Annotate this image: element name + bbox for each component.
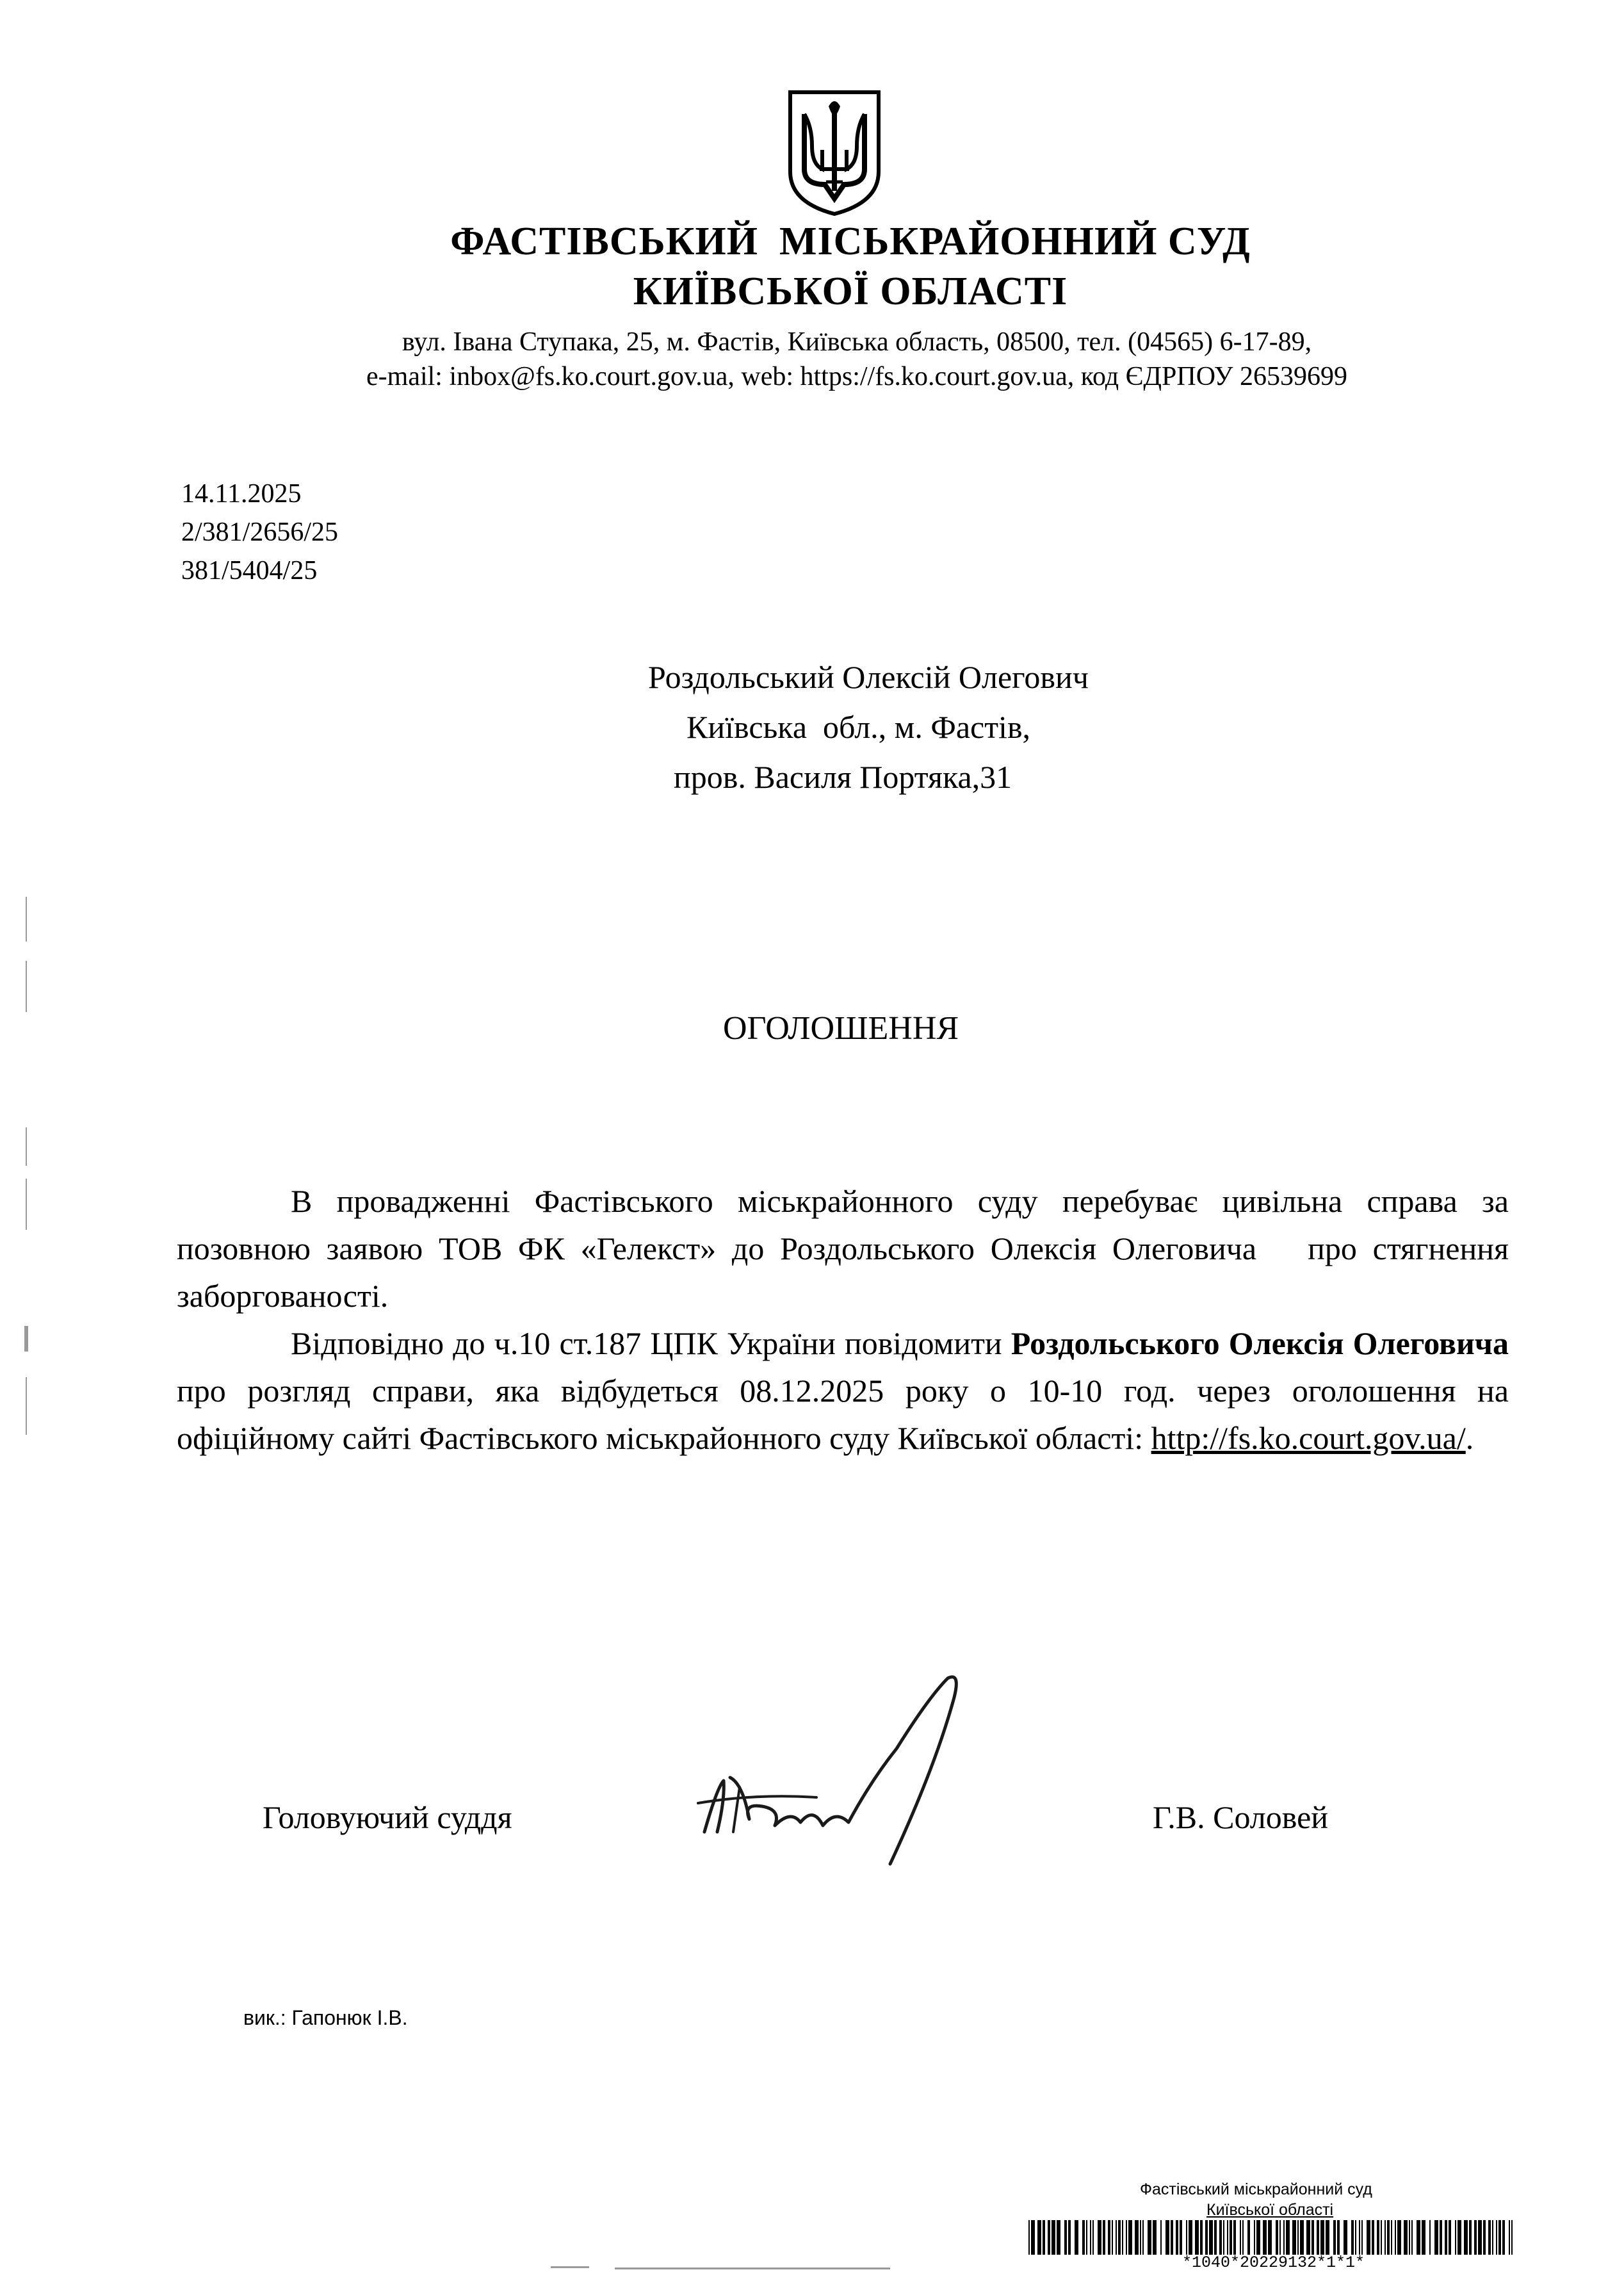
barcode-bar — [1214, 2220, 1217, 2255]
scan-artifact — [26, 961, 27, 1012]
trident-emblem-icon — [786, 88, 882, 217]
barcode-bar — [1326, 2220, 1329, 2255]
barcode-bar — [1230, 2220, 1232, 2255]
barcode-bar — [1052, 2220, 1055, 2255]
paragraph-2-middle: про розгляд справи, яка відбудеться 08.12.2025 року о 10-10 год. через оголошення на офіційному сайті Фастівського міськрайонного суду Київської області: — [177, 1373, 1509, 1456]
barcode-bar — [1200, 2220, 1203, 2255]
barcode-bar — [1205, 2220, 1208, 2255]
barcode-bar — [1031, 2220, 1035, 2255]
barcode-bar — [1057, 2220, 1060, 2255]
barcode-bar — [1511, 2220, 1513, 2255]
barcode-bar — [1429, 2220, 1431, 2255]
barcode-bar — [1279, 2220, 1281, 2255]
scan-artifact — [26, 1179, 27, 1230]
defendant-name-bold: Роздольського Олексія Олеговича — [1011, 1325, 1509, 1361]
barcode-bar — [1092, 2220, 1094, 2255]
barcode-icon — [1028, 2220, 1515, 2255]
scan-artifact — [26, 897, 27, 942]
barcode-bar — [1409, 2220, 1410, 2255]
signer-role: Головуючий суддя — [263, 1799, 512, 1835]
barcode-bar — [1286, 2220, 1290, 2255]
barcode-bar — [1384, 2220, 1386, 2255]
barcode-bar — [1103, 2220, 1105, 2255]
court-name-line1: ФАСТІВСЬКИЙ МІСЬКРАЙОННИЙ СУД — [450, 220, 1251, 263]
barcode-bar — [1300, 2220, 1304, 2255]
barcode-bar — [1160, 2220, 1162, 2255]
barcode-bar — [1283, 2220, 1285, 2255]
court-address-line1: вул. Івана Ступака, 25, м. Фастів, Київська область, 08500, тел. (04565) 6-17-89, — [402, 327, 1312, 357]
barcode-bar — [1118, 2220, 1121, 2255]
barcode-bar — [1276, 2220, 1278, 2255]
barcode-bar — [1048, 2220, 1050, 2255]
barcode-bar — [1148, 2220, 1151, 2255]
barcode-bar — [1367, 2220, 1370, 2255]
barcode-bar — [1395, 2220, 1396, 2255]
barcode-bar — [1140, 2220, 1141, 2255]
barcode-bar — [1068, 2220, 1071, 2255]
barcode-bar — [1263, 2220, 1267, 2255]
barcode-bar — [1474, 2220, 1477, 2255]
barcode-bar — [1469, 2220, 1472, 2255]
barcode-bar — [1498, 2220, 1501, 2255]
court-name-line2: КИЇВСЬКОЇ ОБЛАСТІ — [633, 270, 1068, 313]
barcode-bar — [1337, 2220, 1340, 2255]
handwritten-signature-icon — [679, 1672, 973, 1883]
barcode-bar — [1180, 2220, 1182, 2255]
barcode-bar — [1028, 2220, 1030, 2255]
scan-artifact — [26, 1127, 27, 1166]
barcode-bar — [1247, 2220, 1250, 2255]
barcode-bar — [1488, 2220, 1491, 2255]
outgoing-number: 381/5404/25 — [181, 556, 318, 585]
barcode-bar — [1417, 2220, 1420, 2255]
barcode-bar — [1219, 2220, 1222, 2255]
barcode-bar — [1122, 2220, 1123, 2255]
stamp-region: Київської області — [1206, 2201, 1334, 2219]
recipient-address-line2: пров. Василя Портяка,31 — [674, 759, 1012, 795]
paragraph-1-tail: про стягнення заборгованості. — [177, 1230, 1509, 1314]
barcode-bar — [1142, 2220, 1144, 2255]
barcode-bar — [1440, 2220, 1442, 2255]
barcode-bar — [1090, 2220, 1091, 2255]
barcode-bar — [1256, 2220, 1260, 2255]
barcode-bar — [1126, 2220, 1127, 2255]
court-website-link[interactable]: http://fs.ko.court.gov.ua/ — [1151, 1420, 1466, 1456]
scan-artifact — [551, 2266, 589, 2268]
barcode-bar — [1458, 2220, 1461, 2255]
announcement-paragraph-2 — [177, 1320, 1509, 1462]
barcode-bar — [1043, 2220, 1045, 2255]
scan-artifact — [615, 2268, 890, 2269]
barcode-bar — [1189, 2220, 1192, 2255]
barcode-bar — [1445, 2220, 1447, 2255]
barcode-bar — [1223, 2220, 1224, 2255]
paragraph-2-start: Відповідно до ч.10 ст.187 ЦПК України повідомити — [291, 1325, 1011, 1361]
barcode-bar — [1116, 2220, 1117, 2255]
barcode-bar — [1483, 2220, 1486, 2255]
barcode-bar — [1422, 2220, 1425, 2255]
barcode-bar — [1128, 2220, 1132, 2255]
barcode-bar — [1372, 2220, 1374, 2255]
barcode-bar — [1344, 2220, 1347, 2255]
barcode-bar — [1195, 2220, 1199, 2255]
barcode-bar — [1233, 2220, 1236, 2255]
barcode-bar — [1333, 2220, 1336, 2255]
barcode-bar — [1268, 2220, 1272, 2255]
barcode-bar — [1496, 2220, 1497, 2255]
barcode-bar — [1387, 2220, 1390, 2255]
barcode-bar — [1411, 2220, 1413, 2255]
barcode-bar — [1086, 2220, 1087, 2255]
barcode-bar — [1240, 2220, 1241, 2255]
barcode-bar — [1227, 2220, 1228, 2255]
barcode-bar — [1098, 2220, 1101, 2255]
stamp-court-name: Фастівський міськрайонний суд — [1140, 2180, 1372, 2198]
scan-artifact — [26, 1377, 27, 1435]
barcode-bar — [1434, 2220, 1438, 2255]
barcode-number: *1040*20229132*1*1* — [1182, 2253, 1365, 2272]
barcode-bar — [1112, 2220, 1113, 2255]
barcode-bar — [1449, 2220, 1451, 2255]
barcode-bar — [1135, 2220, 1139, 2255]
barcode-bar — [1297, 2220, 1299, 2255]
barcode-bar — [1064, 2220, 1067, 2255]
barcode-bar — [1404, 2220, 1408, 2255]
barcode-bar — [1377, 2220, 1379, 2255]
barcode-bar — [1351, 2220, 1354, 2255]
barcode-bar — [1037, 2220, 1041, 2255]
barcode-bar — [1320, 2220, 1324, 2255]
paragraph-2-end: . — [1465, 1420, 1474, 1456]
barcode-bar — [1108, 2220, 1110, 2255]
case-number: 2/381/2656/25 — [181, 518, 339, 547]
barcode-bar — [1464, 2220, 1468, 2255]
court-address-line2: e-mail: inbox@fs.ko.court.gov.ua, web: https://fs.ko.court.gov.ua, код ЄДРПОУ 26539699 — [366, 362, 1347, 391]
barcode-bar — [1355, 2220, 1356, 2255]
registration-date: 14.11.2025 — [181, 479, 302, 509]
barcode-bar — [1292, 2220, 1296, 2255]
barcode-bar — [1153, 2220, 1157, 2255]
barcode-bar — [1391, 2220, 1392, 2255]
barcode-bar — [1311, 2220, 1314, 2255]
barcode-bar — [1317, 2220, 1319, 2255]
barcode-bar — [1242, 2220, 1244, 2255]
barcode-bar — [1176, 2220, 1178, 2255]
scan-artifact — [24, 1326, 28, 1352]
recipient-name: Роздольський Олексій Олегович — [648, 659, 1089, 695]
barcode-bar — [1082, 2220, 1085, 2255]
announcement-heading: ОГОЛОШЕННЯ — [722, 1010, 959, 1047]
executor-note: вик.: Гапонюк І.В. — [243, 2006, 408, 2029]
barcode-bar — [1492, 2220, 1493, 2255]
judge-name: Г.В. Соловей — [1153, 1799, 1329, 1835]
barcode-bar — [1455, 2220, 1456, 2255]
barcode-bar — [1075, 2220, 1078, 2255]
barcode-bar — [1478, 2220, 1482, 2255]
paragraph-1-text: В провадженні Фастівського міськрайонного суду перебуває цивільна справа за позовною заявою ТОВ ФК «Гелекст» до Роздольського Олексія Олеговича — [177, 1183, 1509, 1266]
barcode-bar — [1171, 2220, 1173, 2255]
barcode-bar — [1359, 2220, 1360, 2255]
barcode-bar — [1165, 2220, 1169, 2255]
barcode-bar — [1361, 2220, 1363, 2255]
barcode-bar — [1186, 2220, 1187, 2255]
recipient-address-line1: Київська обл., м. Фастів, — [686, 709, 1031, 745]
barcode-bar — [1209, 2220, 1213, 2255]
barcode-bar — [1254, 2220, 1255, 2255]
barcode-bar — [1381, 2220, 1382, 2255]
announcement-paragraph-1 — [177, 1177, 1509, 1320]
barcode-bar — [1502, 2220, 1505, 2255]
barcode-bar — [1306, 2220, 1310, 2255]
barcode-bar — [1509, 2220, 1510, 2255]
barcode-bar — [1397, 2220, 1401, 2255]
